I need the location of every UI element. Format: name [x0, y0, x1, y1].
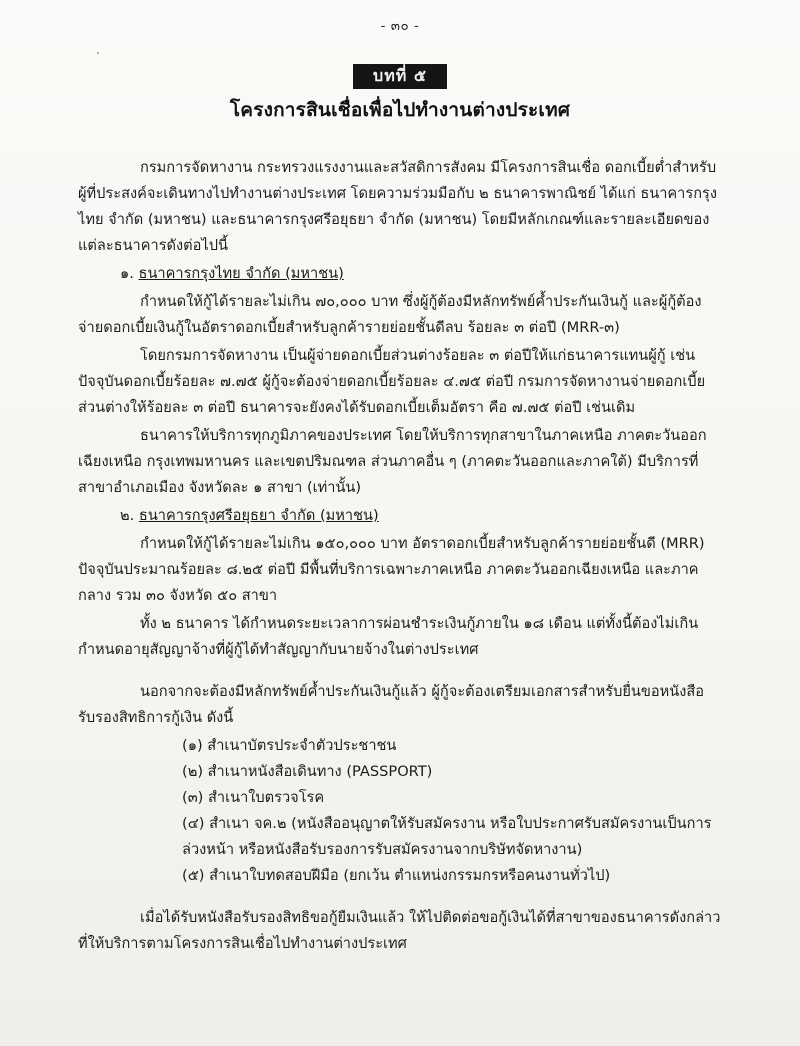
section-1-title: ธนาคารกรุงไทย จำกัด (มหาชน): [138, 265, 344, 283]
section-2-paragraph-2: ทั้ง ๒ ธนาคาร ได้กำหนดระยะเวลาการผ่อนชำระเงินกู้ภายใน ๑๘ เดือน แต่ทั้งนี้ต้องไม่เกินกำหนดอายุสัญญาจ้างที่ผู้กู้ได้ทำสัญญากับนายจ้างในต่างประเทศ: [78, 614, 699, 658]
section-2-title: ธนาคารกรุงศรีอยุธยา จำกัด (มหาชน): [138, 506, 379, 524]
documents-intro-paragraph: นอกจากจะต้องมีหลักทรัพย์ค้ำประกันเงินกู้แล้ว ผู้กู้จะต้องเตรียมเอกสารสำหรับยื่นขอหนังสือรับรองสิทธิการกู้เงิน ดังนี้: [78, 682, 705, 726]
document-content: [78, 14, 722, 958]
list-item: (๒) สำเนาหนังสือเดินทาง (PASSPORT): [182, 762, 433, 780]
section-1-paragraph-2: โดยกรมการจัดหางาน เป็นผู้จ่ายดอกเบี้ยส่วนต่างร้อยละ ๓ ต่อปีให้แก่ธนาคารแทนผู้กู้ เช่น ปัจจุบันดอกเบี้ยร้อยละ ๗.๗๕ ผู้กู้จะต้องจ่ายดอกเบี้ยร้อยละ ๔.๗๕ ต่อปี กรมการจัดหางานจ่ายดอกเบี้ยส่วนต่างให้ร้อยละ ๓ ต่อปี ธนาคารจะยังคงได้รับดอกเบี้ยเต็มอัตรา คือ ๗.๗๕ ต่อปี เช่นเดิม: [78, 347, 706, 417]
page-number: - ๓๐ -: [380, 18, 420, 34]
section-2-paragraph-1: กำหนดให้กู้ได้รายละไม่เกิน ๑๕๐,๐๐๐ บาท อัตราดอกเบี้ยสำหรับลูกค้ารายย่อยชั้นดี (MRR) ปัจจุบันประมาณร้อยละ ๘.๒๕ ต่อปี มีพื้นที่บริการเฉพาะภาคเหนือ ภาคตะวันออกเฉียงเหนือ และภาคกลาง รวม ๓๐ จังหวัด ๕๐ สาขา: [78, 534, 705, 604]
list-item: (๔) สำเนา จค.๒ (หนังสืออนุญาตให้รับสมัครงาน หรือใบประกาศรับสมัครงานเป็นการล่วงหน้า หรือหนังสือรับรองการรับสมัครงานจากบริษัทจัดหางาน): [182, 814, 712, 858]
chapter-banner-wrapper: [78, 64, 722, 89]
section-1-paragraph-1: กำหนดให้กู้ได้รายละไม่เกิน ๗๐,๐๐๐ บาท ซึ่งผู้กู้ต้องมีหลักทรัพย์ค้ำประกันเงินกู้ และผู้กู้ต้องจ่ายดอกเบี้ยเงินกู้ในอัตราดอกเบี้ยสำหรับลูกค้ารายย่อยชั้นดีลบ ร้อยละ ๓ ต่อปี (MRR-๓): [78, 293, 702, 337]
section-2-heading: [78, 503, 722, 529]
closing-paragraph: เมื่อได้รับหนังสือรับรองสิทธิขอกู้ยืมเงินแล้ว ให้ไปติดต่อขอกู้เงินได้ที่สาขาของธนาคารดังกล่าวที่ให้บริการตามโครงการสินเชื่อไปทำงานต่างประเทศ: [78, 908, 721, 952]
page-title: โครงการสินเชื่อเพื่อไปทำงานต่างประเทศ: [229, 99, 571, 122]
list-item: (๓) สำเนาใบตรวจโรค: [182, 788, 325, 806]
chapter-banner: บทที่ ๕: [353, 64, 447, 89]
list-item: (๕) สำเนาใบทดสอบฝีมือ (ยกเว้น ตำแหน่งกรรมกรหรือคนงานทั่วไป): [182, 866, 611, 884]
list-item: (๑) สำเนาบัตรประจำตัวประชาชน: [182, 736, 397, 754]
section-1-heading: [78, 261, 722, 287]
intro-paragraph: กรมการจัดหางาน กระทรวงแรงงานและสวัสดิการสังคม มีโครงการสินเชื่อ ดอกเบี้ยต่ำสำหรับผู้ที่ประสงค์จะเดินทางไปทำงานต่างประเทศ โดยความร่วมมือกับ ๒ ธนาคารพาณิชย์ ได้แก่ ธนาคารกรุงไทย จำกัด (มหาชน) และธนาคารกรุงศรีอยุธยา จำกัด (มหาชน) โดยมีหลักเกณฑ์และรายละเอียดของแต่ละธนาคารดังต่อไปนี้: [78, 159, 718, 255]
section-2-number: ๒.: [120, 506, 135, 524]
section-1-paragraph-3: ธนาคารให้บริการทุกภูมิภาคของประเทศ โดยให้บริการทุกสาขาในภาคเหนือ ภาคตะวันออกเฉียงเหนือ กรุงเทพมหานคร และเขตปริมณฑล ส่วนภาคอื่น ๆ (ภาคตะวันออกและภาคใต้) มีบริการที่สาขาอำเภอเมือง จังหวัดละ ๑ สาขา (เท่านั้น): [78, 427, 707, 497]
section-1-number: ๑.: [120, 265, 134, 283]
